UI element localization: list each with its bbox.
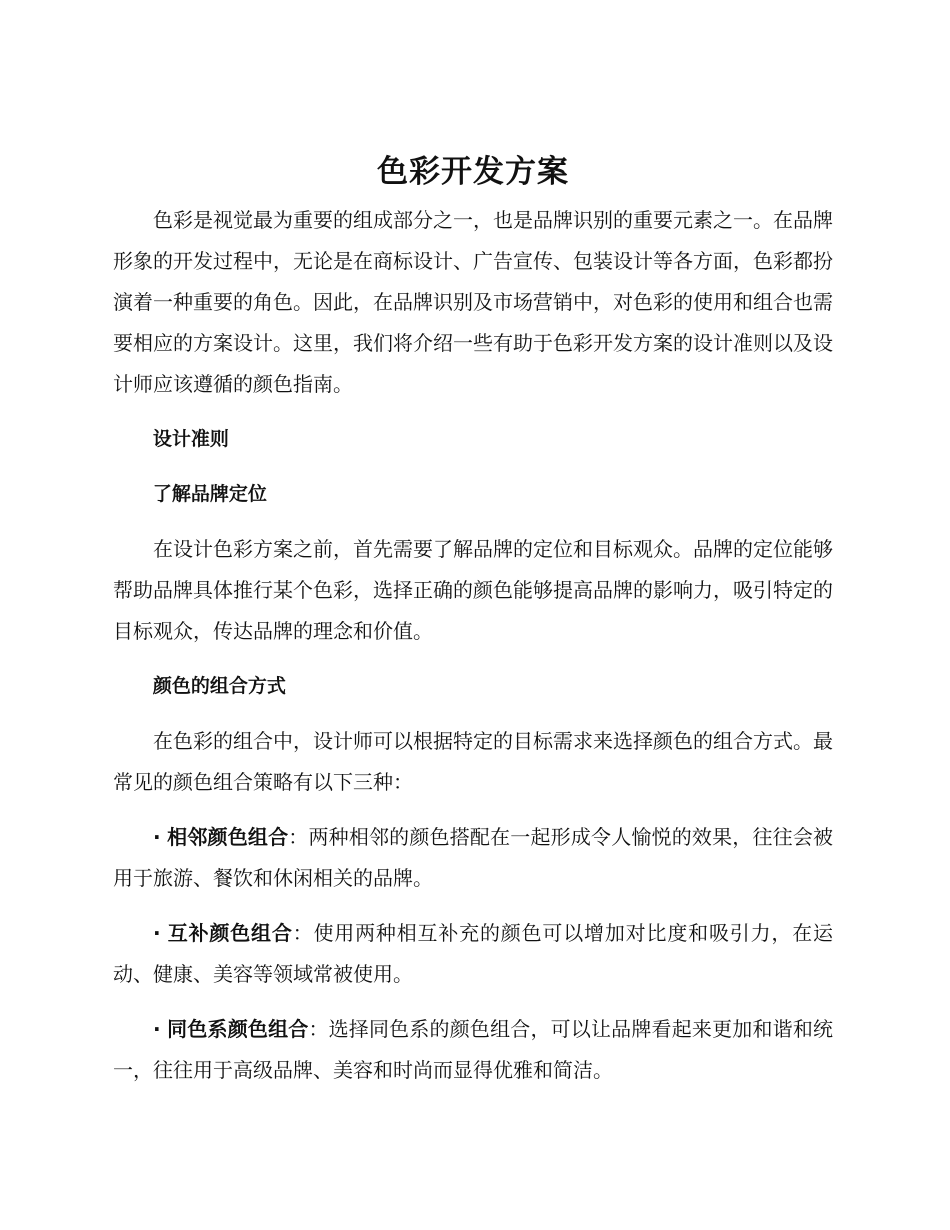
- intro-paragraph: 色彩是视觉最为重要的组成部分之一，也是品牌识别的重要元素之一。在品牌形象的开发过程中，无论是在商标设计、广告宣传、包装设计等各方面，色彩都扮演着一种重要的角色。因此，在品牌识别及市场营销中，对色彩的使用和组合也需要相应的方案设计。这里，我们将介绍一些有助于色彩开发方案的设计准则以及设计师应该遵循的颜色指南。: [113, 208, 833, 396]
- spacer: [113, 899, 833, 913]
- section-heading-design-principles: 设计准则: [152, 428, 229, 450]
- bullet-text: ：选择同色系的颜色组合，可以让品牌看起来更加和谐和统一，往往用于高级品牌、美容和时尚而显得优雅和简洁。: [113, 1017, 834, 1082]
- bullet-item-analogous: [113, 1009, 833, 1091]
- spacer: [113, 652, 833, 666]
- spacer: [113, 803, 833, 817]
- spacer: [113, 515, 833, 529]
- document-title: 色彩开发方案: [377, 154, 569, 190]
- subheading-brand-positioning: 了解品牌定位: [152, 483, 267, 505]
- bullet-label: 同色系颜色组合: [167, 1017, 309, 1041]
- subheading-color-combination: 颜色的组合方式: [152, 675, 286, 697]
- spacer: [113, 995, 833, 1009]
- bullet-item-adjacent: [113, 817, 833, 899]
- spacer: [113, 460, 833, 474]
- bullet-marker: ·: [153, 1017, 161, 1041]
- bullet-marker: ·: [153, 825, 161, 849]
- spacer: [113, 707, 833, 721]
- bullet-label: 相邻颜色组合: [167, 825, 289, 849]
- bullet-label: 互补颜色组合: [167, 921, 293, 945]
- bullet-text: ：使用两种相互补充的颜色可以增加对比度和吸引力，在运动、健康、美容等领域常被使用。: [113, 921, 834, 986]
- bullet-text: ：两种相邻的颜色搭配在一起形成令人愉悦的效果，往往会被用于旅游、餐饮和休闲相关的品牌。: [113, 825, 834, 890]
- spacer: [113, 405, 833, 419]
- brand-positioning-paragraph: 在设计色彩方案之前，首先需要了解品牌的定位和目标观众。品牌的定位能够帮助品牌具体推行某个色彩，选择正确的颜色能够提高品牌的影响力，吸引特定的目标观众，传达品牌的理念和价值。: [113, 537, 833, 643]
- document-page: [113, 148, 833, 1091]
- color-combination-paragraph: 在色彩的组合中，设计师可以根据特定的目标需求来选择颜色的组合方式。最常见的颜色组合策略有以下三种：: [113, 729, 833, 794]
- bullet-item-complementary: [113, 913, 833, 995]
- bullet-marker: ·: [153, 921, 161, 945]
